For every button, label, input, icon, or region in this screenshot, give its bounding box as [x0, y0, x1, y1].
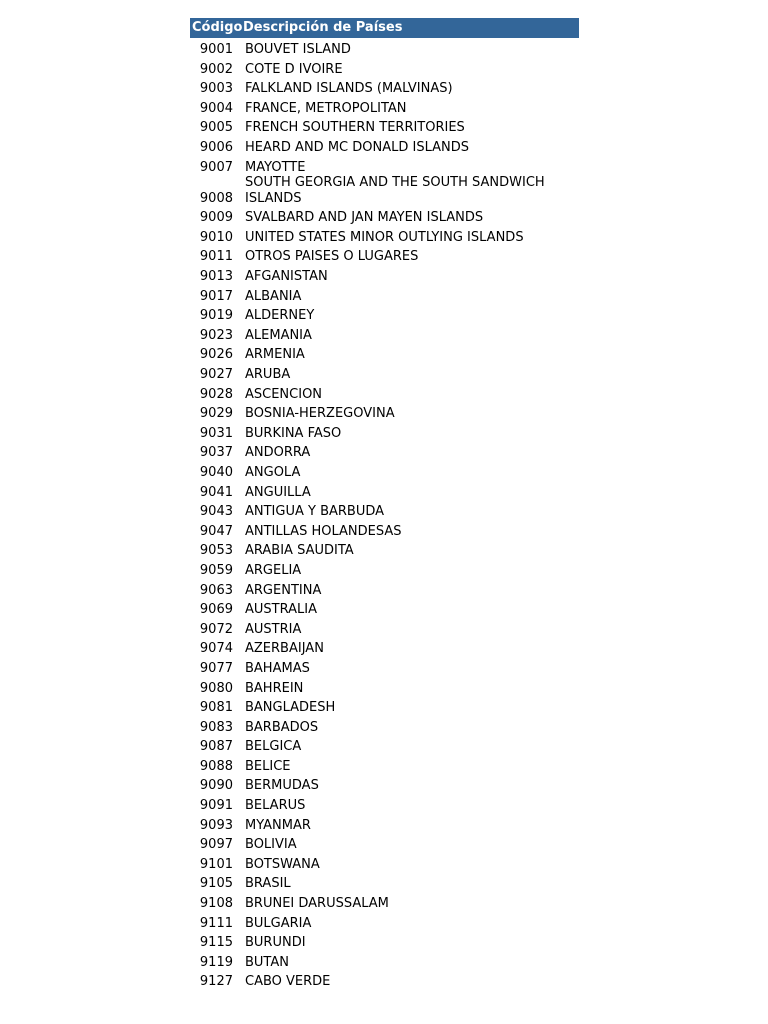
country-code: 9115: [199, 935, 233, 951]
country-code: 9006: [199, 140, 233, 156]
table-row: [190, 245, 579, 265]
country-code: 9010: [199, 229, 233, 245]
country-code: 9091: [199, 798, 233, 814]
country-name: SOUTH GEORGIA AND THE SOUTH SANDWICH ISLANDS: [245, 175, 545, 206]
country-code: 9059: [199, 562, 233, 578]
header-code: Código: [190, 18, 241, 38]
country-code: 9093: [199, 817, 233, 833]
country-code: 9127: [199, 974, 233, 990]
country-name: BAHREIN: [245, 680, 304, 696]
table-row: [190, 578, 579, 598]
table-row: [190, 618, 579, 638]
country-code: 9002: [199, 61, 233, 77]
country-code: 9053: [199, 543, 233, 559]
country-code: 9077: [199, 660, 233, 676]
country-name: AUSTRALIA: [245, 602, 317, 618]
table-row: [190, 285, 579, 305]
table-row: [190, 774, 579, 794]
table-row: [190, 931, 579, 951]
table-row: [190, 265, 579, 285]
country-name: BOLIVIA: [245, 837, 297, 853]
table-row: [190, 175, 579, 206]
country-name: SVALBARD AND JAN MAYEN ISLANDS: [245, 210, 484, 226]
country-name: ANTILLAS HOLANDESAS: [245, 523, 402, 539]
country-code: 9074: [199, 641, 233, 657]
country-code: 9019: [199, 308, 233, 324]
country-name: AFGANISTAN: [245, 269, 328, 285]
table-row: [190, 912, 579, 932]
table-row: [190, 539, 579, 559]
table-row: [190, 97, 579, 117]
table-row: [190, 480, 579, 500]
table-row: [190, 461, 579, 481]
country-code: 9119: [199, 954, 233, 970]
country-code: 9040: [199, 464, 233, 480]
table-row: [190, 951, 579, 971]
table-row: [190, 735, 579, 755]
table-row: [190, 58, 579, 78]
table-row: [190, 136, 579, 156]
table-row: [190, 696, 579, 716]
table-row: [190, 598, 579, 618]
country-code: 9026: [199, 347, 233, 363]
table-row: [190, 363, 579, 383]
country-name: BELARUS: [245, 798, 306, 814]
table-body: [190, 38, 579, 990]
country-code: 9081: [199, 700, 233, 716]
country-code: 9008: [199, 190, 233, 206]
country-name: BERMUDAS: [245, 778, 319, 794]
country-code: 9031: [199, 425, 233, 441]
country-name: BELGICA: [245, 739, 302, 755]
country-code: 9001: [199, 42, 233, 58]
country-name: ASCENCION: [245, 386, 323, 402]
country-code: 9105: [199, 876, 233, 892]
table-row: [190, 441, 579, 461]
table-row: [190, 206, 579, 226]
country-name: ANGOLA: [245, 464, 301, 480]
country-code: 9004: [199, 100, 233, 116]
country-name: ARUBA: [245, 367, 291, 382]
country-codes-table: [190, 18, 579, 990]
country-name: HEARD AND MC DONALD ISLANDS: [245, 140, 469, 156]
table-row: [190, 872, 579, 892]
country-name: ANGUILLA: [245, 484, 311, 500]
country-name: BARBADOS: [245, 719, 319, 735]
country-name: BAHAMAS: [245, 660, 310, 676]
table-row: [190, 794, 579, 814]
table-row: [190, 520, 579, 540]
country-name: UNITED STATES MINOR OUTLYING ISLANDS: [245, 229, 524, 245]
country-code: 9007: [199, 159, 233, 175]
country-name: AZERBAIJAN: [245, 641, 324, 657]
table-row: [190, 116, 579, 136]
country-code: 9047: [199, 523, 233, 539]
country-name: ARABIA SAUDITA: [245, 543, 354, 559]
country-name: ALBANIA: [245, 288, 302, 304]
country-name: BOTSWANA: [245, 856, 320, 872]
country-name: BULGARIA: [245, 915, 312, 931]
country-name: CABO VERDE: [245, 974, 331, 990]
country-code: 9090: [199, 778, 233, 794]
country-code: 9005: [199, 120, 233, 136]
country-code: 9029: [199, 406, 233, 422]
country-code: 9003: [199, 81, 233, 97]
country-name: COTE D IVOIRE: [245, 61, 343, 77]
country-name: ANDORRA: [245, 445, 311, 461]
country-name: ARGENTINA: [245, 582, 322, 598]
table-row: [190, 500, 579, 520]
country-name: MAYOTTE: [245, 159, 306, 175]
header-description: Descripción de Países: [241, 18, 579, 38]
table-header-row: [190, 18, 579, 38]
country-name: FALKLAND ISLANDS (MALVINAS): [245, 81, 453, 97]
table-row: [190, 77, 579, 97]
table-row: [190, 324, 579, 344]
country-code: 9041: [199, 484, 233, 500]
country-name: ALEMANIA: [245, 327, 312, 343]
table-row: [190, 383, 579, 403]
country-name: BELICE: [245, 758, 291, 774]
country-code: 9097: [199, 837, 233, 853]
country-code: 9037: [199, 445, 233, 461]
country-code: 9087: [199, 739, 233, 755]
table-row: [190, 755, 579, 775]
country-code: 9072: [199, 621, 233, 637]
table-row: [190, 304, 579, 324]
country-code: 9111: [199, 915, 233, 931]
country-code: 9043: [199, 504, 233, 520]
country-name: MYANMAR: [245, 817, 311, 833]
country-code: 9101: [199, 856, 233, 872]
table-row: [190, 892, 579, 912]
country-code: 9009: [199, 210, 233, 226]
country-name: ARMENIA: [245, 347, 305, 363]
table-row: [190, 853, 579, 873]
country-name: BRASIL: [245, 876, 291, 892]
table-row: [190, 676, 579, 696]
table-row: [190, 637, 579, 657]
table-row: [190, 833, 579, 853]
country-name: OTROS PAISES O LUGARES: [245, 249, 419, 265]
country-name: BUTAN: [245, 954, 289, 970]
country-code: 9011: [199, 249, 233, 265]
country-code: 9080: [199, 680, 233, 696]
country-code: 9069: [199, 602, 233, 618]
country-name: BURKINA FASO: [245, 425, 342, 441]
country-code: 9013: [199, 269, 233, 285]
country-name: BOSNIA-HERZEGOVINA: [245, 406, 395, 422]
country-code: 9088: [199, 758, 233, 774]
country-code: 9108: [199, 896, 233, 912]
table-row: [190, 814, 579, 834]
table-row: [190, 422, 579, 442]
table-row: [190, 657, 579, 677]
country-code: 9017: [199, 288, 233, 304]
country-name: BURUNDI: [245, 935, 306, 951]
table-row: [190, 970, 579, 990]
country-name: ALDERNEY: [245, 308, 315, 324]
table-row: [190, 226, 579, 246]
table-row: [190, 716, 579, 736]
country-name: ANTIGUA Y BARBUDA: [245, 504, 385, 520]
country-name: BOUVET ISLAND: [245, 42, 351, 58]
country-code: 9028: [199, 386, 233, 402]
country-name: BANGLADESH: [245, 700, 336, 716]
country-code: 9063: [199, 582, 233, 598]
country-name: FRANCE, METROPOLITAN: [245, 100, 407, 116]
table-row: [190, 38, 579, 58]
country-code: 9027: [199, 367, 233, 382]
country-name: FRENCH SOUTHERN TERRITORIES: [245, 120, 465, 136]
country-name: AUSTRIA: [245, 621, 302, 637]
country-name: ARGELIA: [245, 562, 302, 578]
country-code: 9083: [199, 719, 233, 735]
country-code: 9023: [199, 327, 233, 343]
country-name: BRUNEI DARUSSALAM: [245, 896, 389, 912]
table-row: [190, 402, 579, 422]
table-row: [190, 156, 579, 176]
table-row: [190, 559, 579, 579]
table-row: [190, 343, 579, 363]
